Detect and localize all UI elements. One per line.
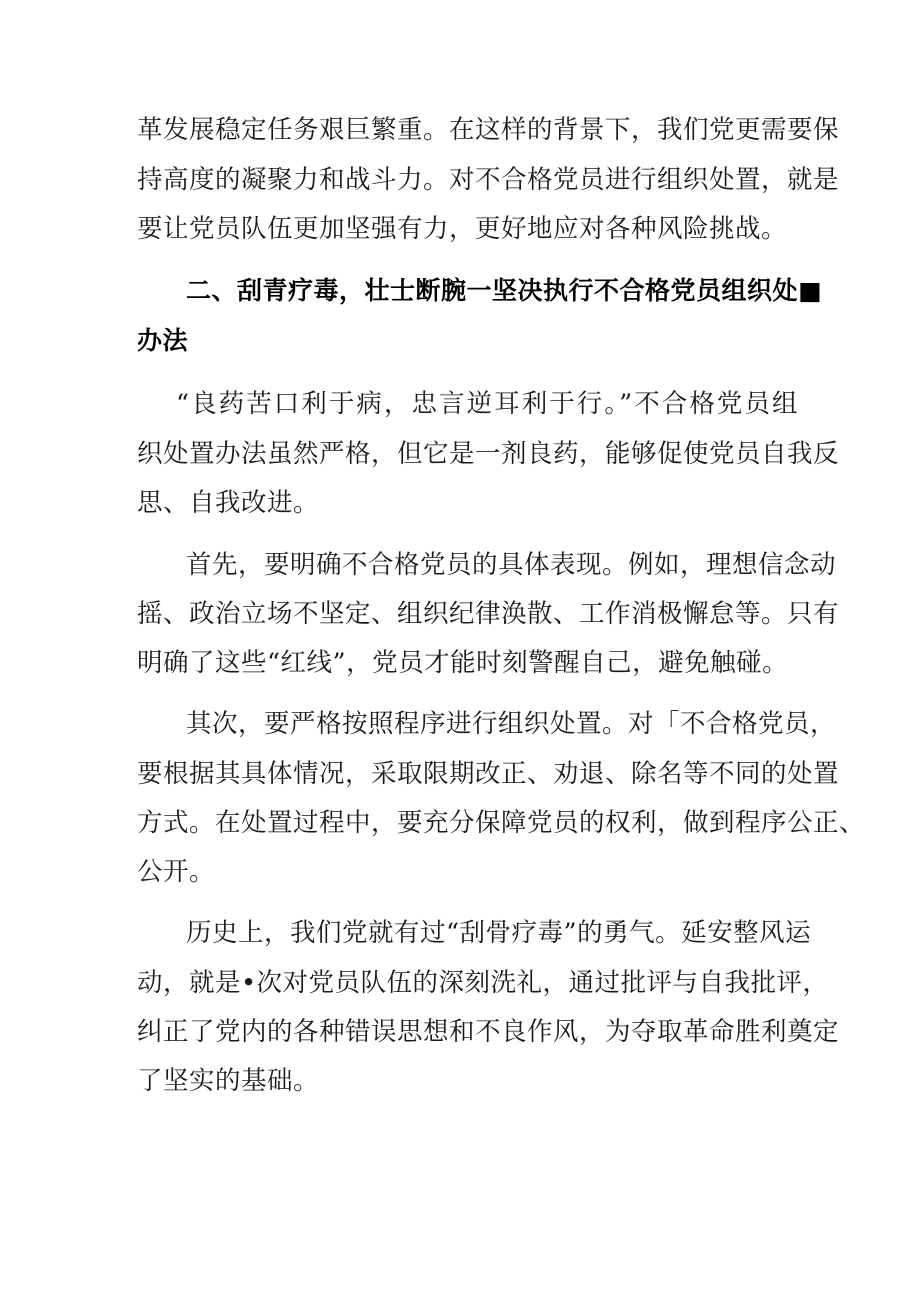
heading-line: 办法 xyxy=(137,326,189,355)
paragraph-line: 思、自我改进。 xyxy=(137,488,320,518)
paragraph-line: 织处置办法虽然严格，但它是一剂良药，能够促使党员自我反 xyxy=(137,439,840,469)
paragraph-line: 持高度的凝聚力和战斗力。对不合格党员进行组织处置，就是 xyxy=(137,165,840,195)
paragraph-line: “良药苦口利于病，忠言逆耳利于行。”不合格党员组 xyxy=(176,389,798,419)
paragraph-line: 要根据其具体情况，采取限期改正、劝退、除名等不同的处置 xyxy=(137,759,840,789)
paragraph-line: 要让党员队伍更加坚强有力，更好地应对各种风险挑战。 xyxy=(137,214,788,244)
paragraph-line: 历史上，我们党就有过“刮骨疗毒”的勇气。延安整风运 xyxy=(186,918,812,948)
paragraph-line: 其次，要严格按照程序进行组织处置。对「不合格党员， xyxy=(186,709,837,739)
paragraph-line: 纠正了党内的各种错误思想和不良作风，为夺取革命胜利奠定 xyxy=(137,1017,840,1047)
paragraph-line: 了坚实的基础。 xyxy=(137,1066,320,1096)
paragraph-line: 公开。 xyxy=(137,857,216,887)
paragraph-line: 动，就是•次对党员队伍的深刻洗礼，通过批评与自我批评， xyxy=(137,968,829,998)
paragraph-line: 首先，要明确不合格党员的具体表现。例如，理想信念动 xyxy=(186,550,837,580)
paragraph-line: 方式。在处置过程中，要充分保障党员的权利，做到程序公正、 xyxy=(137,808,866,838)
heading-line: 二、刮青疗毒，壮士断腕一坚决执行不合格党员组织处■ xyxy=(186,276,823,305)
paragraph-line: 摇、政治立场不坚定、组织纪律涣散、工作消极懈怠等。只有 xyxy=(137,599,840,629)
paragraph-line: 革发展稳定任务艰巨繁重。在这样的背景下，我们党更需要保 xyxy=(137,115,840,145)
paragraph-line: 明确了这些“红线”，党员才能时刻警醒自己，避免触碰。 xyxy=(137,648,789,678)
